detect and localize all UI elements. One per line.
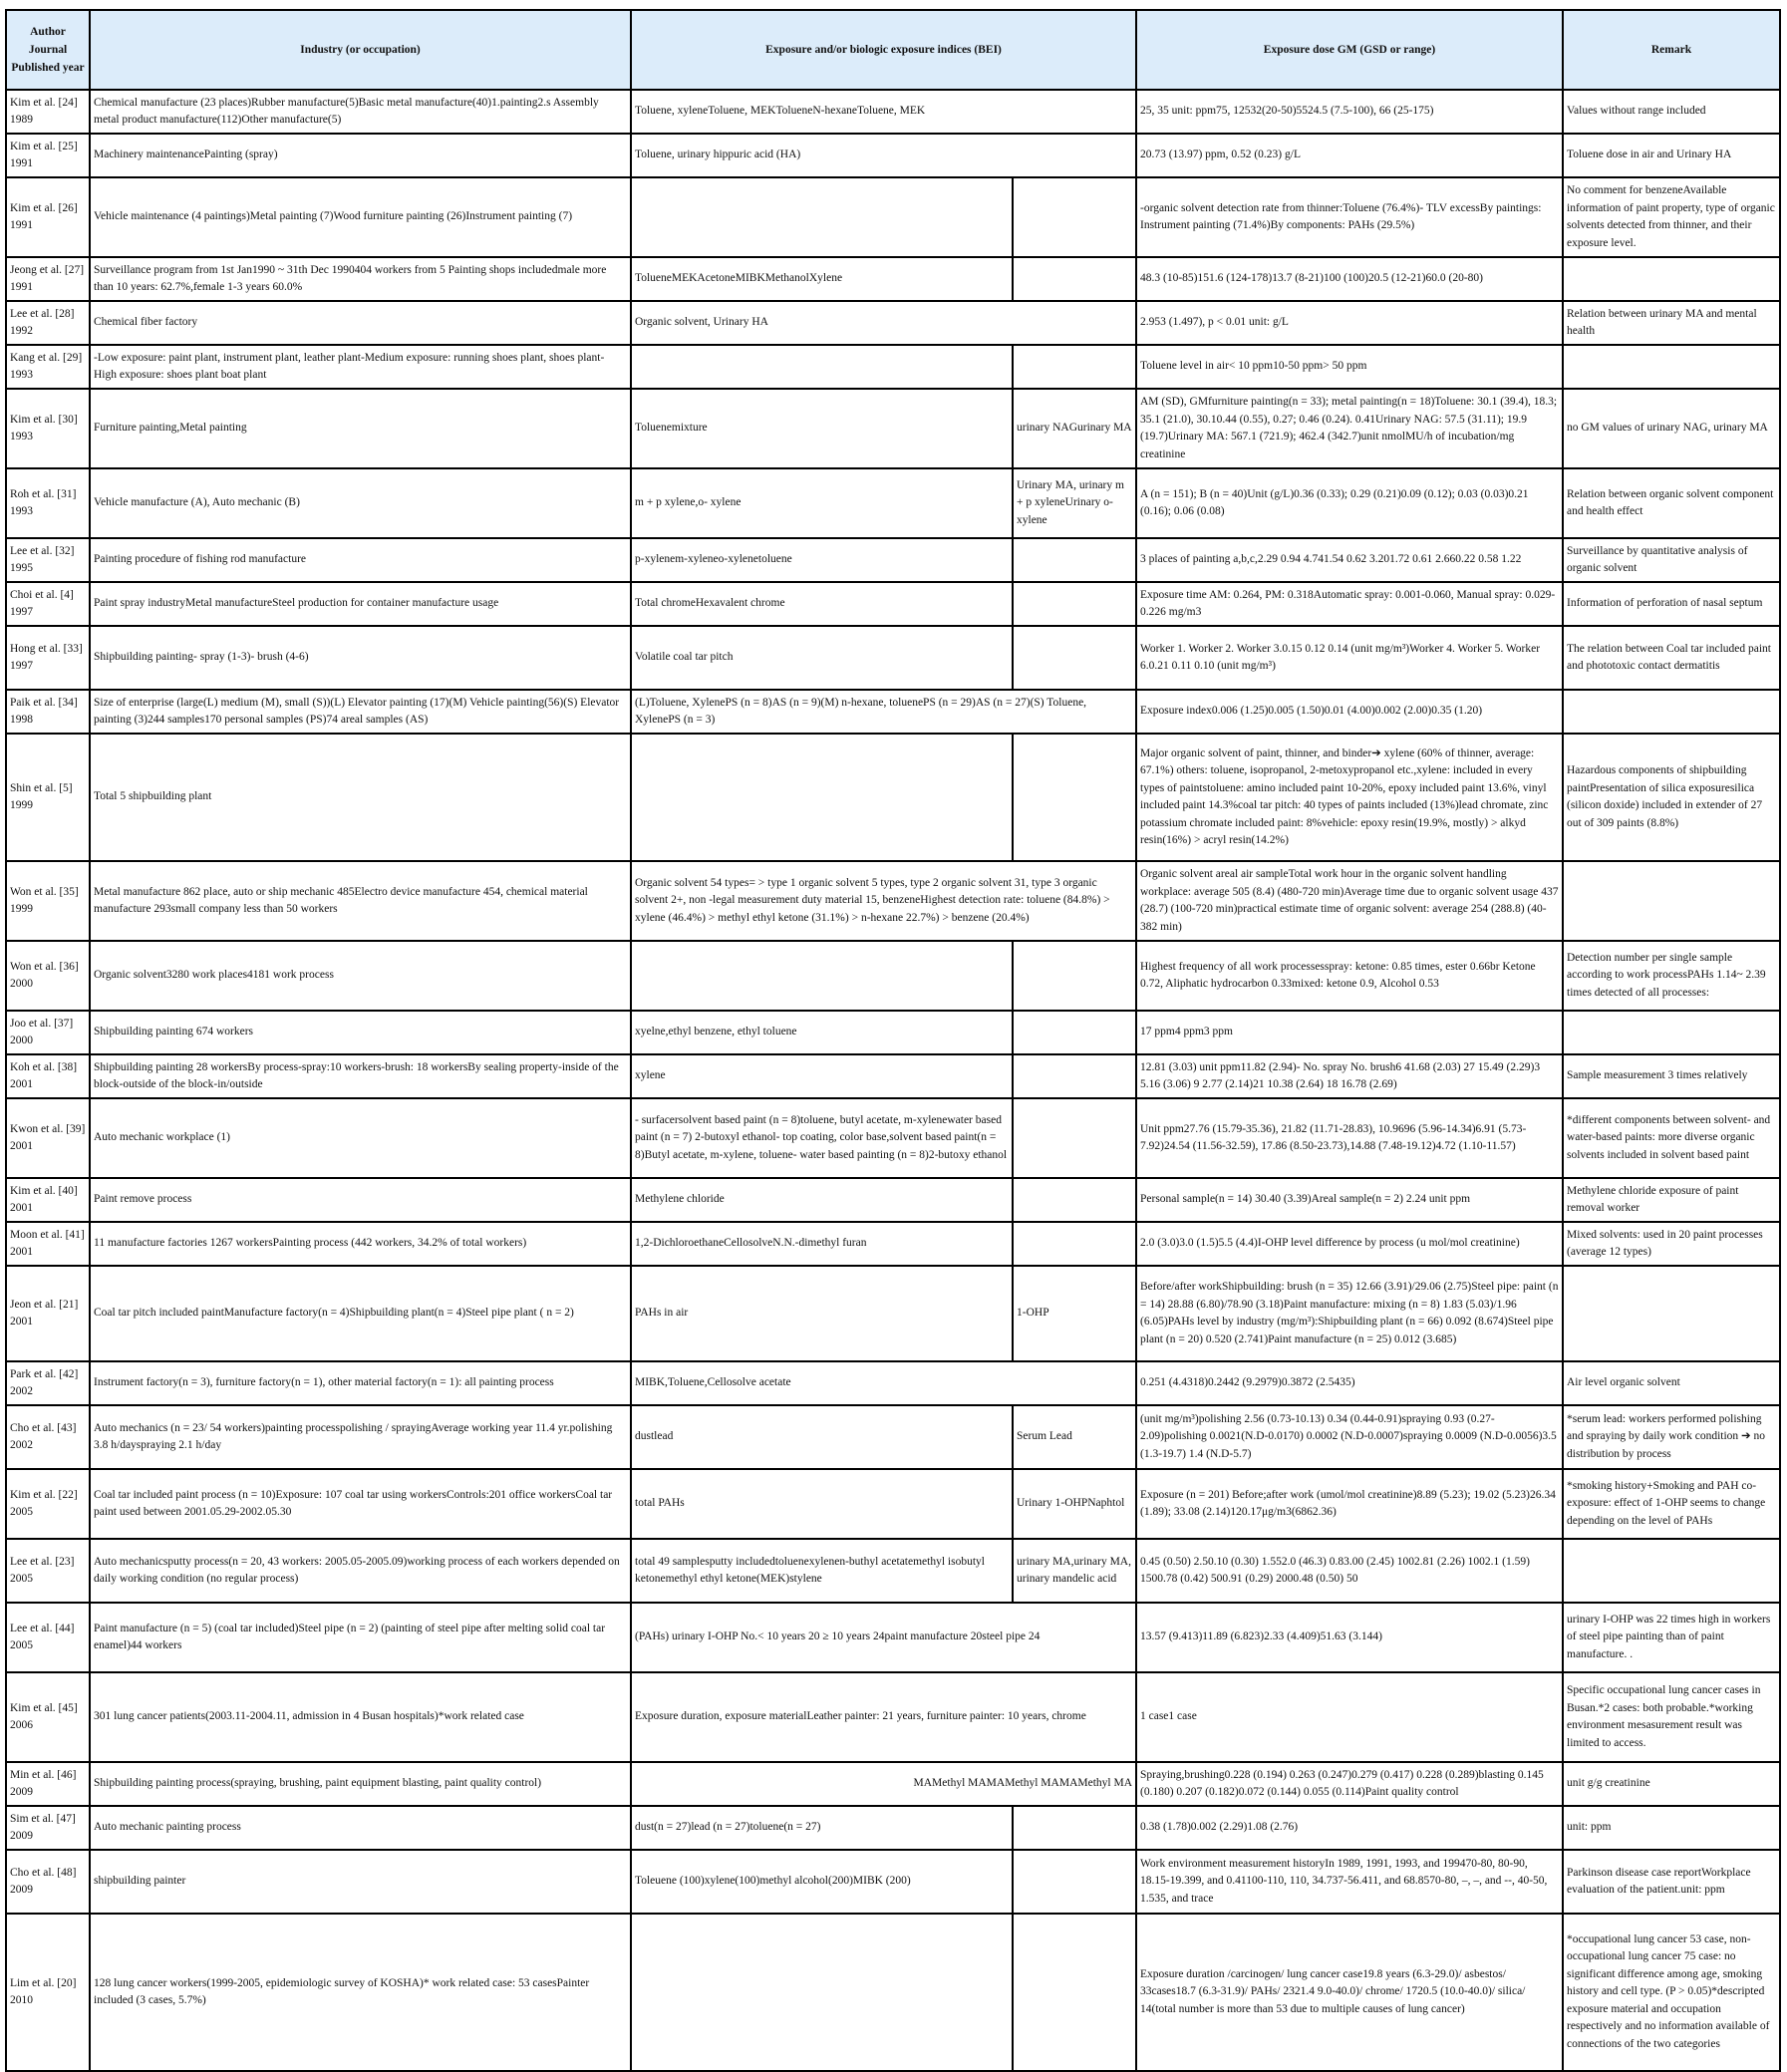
- dose-cell: Exposure index0.006 (1.25)0.005 (1.50)0.01 (4.00)0.002 (2.00)0.35 (1.20): [1136, 690, 1563, 734]
- author-cell: Lee et al. [23] 2005: [6, 1539, 90, 1603]
- industry-cell: 11 manufacture factories 1267 workersPainting process (442 workers, 34.2% of total workers): [90, 1222, 631, 1266]
- dose-cell: Exposure (n = 201) Before;after work (umol/mol creatinine)8.89 (5.23); 19.02 (5.23)26.34 (1.89); 33.08 (2.14)120.17μg/m3(6862.36): [1136, 1469, 1563, 1539]
- remark-cell: No comment for benzeneAvailable information of paint property, type of organic solvents detected from thinner, and their exposure level.: [1563, 177, 1780, 257]
- remark-cell: *different components between solvent- and water-based paints: more diverse organic solvents included in solvent based paint: [1563, 1098, 1780, 1178]
- header-industry: Industry (or occupation): [90, 10, 631, 90]
- remark-cell: [1563, 257, 1780, 301]
- industry-cell: Shipbuilding painting- spray (1-3)- brush (4-6): [90, 626, 631, 690]
- remark-cell: *occupational lung cancer 53 case, non-occupational lung cancer 75 case: no significant difference among age, smoking history and cell type. (P > 0.05)*descripted exposure material and occupation respectively and no information available of connections of the two categories: [1563, 1914, 1780, 2071]
- bei-cell: [1013, 1098, 1136, 1178]
- industry-cell: Surveillance program from 1st Jan1990 ~ 31th Dec 1990404 workers from 5 Painting shops includedmale more than 10 years: 62.7%,female 1-3 years 60.0%: [90, 257, 631, 301]
- industry-cell: 301 lung cancer patients(2003.11-2004.11, admission in 4 Busan hospitals)*work related case: [90, 1672, 631, 1762]
- remark-cell: [1563, 861, 1780, 941]
- exposure-cell: (PAHs) urinary I-OHP No.< 10 years 20 ≥ 10 years 24paint manufacture 20steel pipe 24: [631, 1603, 1136, 1672]
- table-row: [6, 626, 1780, 690]
- author-cell: Min et al. [46] 2009: [6, 1762, 90, 1806]
- table-row: [6, 734, 1780, 861]
- author-cell: Choi et al. [4] 1997: [6, 582, 90, 626]
- exposure-cell: m + p xylene,o- xylene: [631, 468, 1013, 538]
- dose-cell: Toluene level in air< 10 ppm10-50 ppm> 50 ppm: [1136, 345, 1563, 389]
- remark-cell: Air level organic solvent: [1563, 1361, 1780, 1405]
- bei-cell: [1013, 345, 1136, 389]
- bei-cell: 1-OHP: [1013, 1266, 1136, 1361]
- bei-cell: [1013, 1222, 1136, 1266]
- remark-cell: [1563, 345, 1780, 389]
- industry-cell: Vehicle manufacture (A), Auto mechanic (B): [90, 468, 631, 538]
- dose-cell: AM (SD), GMfurniture painting(n = 33); metal painting(n = 18)Toluene: 30.1 (39.4), 18.3; 35.1 (21.0), 30.10.44 (0.55), 0.27; 0.46 (0.24). 0.41Urinary NAG: 57.5 (31.11); 19.9 (19.7)Urinary MA: 567.1 (721.9); 462.4 (342.7)unit nmolMU/h of incubation/mg creatinine: [1136, 389, 1563, 468]
- industry-cell: Shipbuilding painting 28 workersBy process-spray:10 workers-brush: 18 workersBy sealing property-inside of the block-outside of the block-in/outside: [90, 1054, 631, 1098]
- table-row: [6, 1603, 1780, 1672]
- dose-cell: Exposure time AM: 0.264, PM: 0.318Automatic spray: 0.001-0.060, Manual spray: 0.029-0.226 mg/m3: [1136, 582, 1563, 626]
- exposure-cell: Organic solvent 54 types= > type 1 organic solvent 5 types, type 2 organic solvent 31, type 3 organic solvent 2+, non -legal measurement duty material 15, benzeneHighest detection rate: toluene (84.8%) > xylene (46.4%) > methyl ethyl ketone (31.1%) > n-hexane 22.7%) > benzene (20.4%): [631, 861, 1136, 941]
- remark-cell: Values without range included: [1563, 90, 1780, 134]
- table-row: [6, 1054, 1780, 1098]
- table-row: [6, 1914, 1780, 2071]
- author-cell: Kim et al. [30] 1993: [6, 389, 90, 468]
- table-row: [6, 861, 1780, 941]
- table-row: [6, 538, 1780, 582]
- table-body: [6, 90, 1780, 2071]
- author-cell: Kim et al. [26] 1991: [6, 177, 90, 257]
- table-row: [6, 1011, 1780, 1054]
- remark-cell: Relation between organic solvent component and health effect: [1563, 468, 1780, 538]
- dose-cell: A (n = 151); B (n = 40)Unit (g/L)0.36 (0.33); 0.29 (0.21)0.09 (0.12); 0.03 (0.03)0.21 (0.16); 0.06 (0.08): [1136, 468, 1563, 538]
- exposure-cell: MAMethyl MAMAMethyl MAMAMethyl MA: [631, 1762, 1136, 1806]
- bei-cell: [1013, 941, 1136, 1011]
- dose-cell: Unit ppm27.76 (15.79-35.36), 21.82 (11.71-28.83), 10.9696 (5.96-14.34)6.91 (5.73-7.92)24.54 (11.56-32.59), 17.86 (8.50-23.73),14.88 (7.48-19.12)4.72 (1.10-11.57): [1136, 1098, 1563, 1178]
- author-cell: Paik et al. [34] 1998: [6, 690, 90, 734]
- table-row: [6, 134, 1780, 177]
- dose-cell: Spraying,brushing0.228 (0.194) 0.263 (0.247)0.279 (0.417) 0.228 (0.289)blasting 0.145 (0.180) 0.207 (0.182)0.072 (0.144) 0.055 (0.114)Paint quality control: [1136, 1762, 1563, 1806]
- remark-cell: unit g/g creatinine: [1563, 1762, 1780, 1806]
- header-author: Author Journal Published year: [6, 10, 90, 90]
- dose-cell: 0.251 (4.4318)0.2442 (9.2979)0.3872 (2.5435): [1136, 1361, 1563, 1405]
- exposure-cell: Methylene chloride: [631, 1178, 1013, 1222]
- exposure-cell: Toluene, urinary hippuric acid (HA): [631, 134, 1136, 177]
- author-cell: Lim et al. [20] 2010: [6, 1914, 90, 2071]
- bei-cell: Urinary 1-OHPNaphtol: [1013, 1469, 1136, 1539]
- table-row: [6, 1222, 1780, 1266]
- author-cell: Moon et al. [41] 2001: [6, 1222, 90, 1266]
- industry-cell: Size of enterprise (large(L) medium (M), small (S))(L) Elevator painting (17)(M) Vehicle painting(56)(S) Elevator painting (3)244 samples170 personal samples (PS)74 areal samples (AS): [90, 690, 631, 734]
- author-cell: Kim et al. [25] 1991: [6, 134, 90, 177]
- author-cell: Cho et al. [48] 2009: [6, 1850, 90, 1914]
- dose-cell: Before/after workShipbuilding: brush (n = 35) 12.66 (3.91)/29.06 (2.75)Steel pipe: paint (n = 14) 28.88 (6.80)/78.90 (3.18)Paint manufacture: mixing (n = 8) 1.83 (5.03)/1.96 (6.05)PAHs level by industry (mg/m³):Shipbuilding plant (n = 66) 0.092 (8.674)Steel pipe plant (n = 20) 0.520 (2.741)Paint manufacture (n = 25) 0.012 (3.685): [1136, 1266, 1563, 1361]
- table-row: [6, 1539, 1780, 1603]
- author-cell: Kim et al. [22] 2005: [6, 1469, 90, 1539]
- remark-cell: Sample measurement 3 times relatively: [1563, 1054, 1780, 1098]
- author-cell: Roh et al. [31] 1993: [6, 468, 90, 538]
- exposure-cell: [631, 734, 1013, 861]
- industry-cell: shipbuilding painter: [90, 1850, 631, 1914]
- header-remark: Remark: [1563, 10, 1780, 90]
- remark-cell: [1563, 1539, 1780, 1603]
- author-cell: Kwon et al. [39] 2001: [6, 1098, 90, 1178]
- author-cell: Joo et al. [37] 2000: [6, 1011, 90, 1054]
- table-row: [6, 1178, 1780, 1222]
- exposure-cell: [631, 941, 1013, 1011]
- exposure-cell: Organic solvent, Urinary HA: [631, 301, 1136, 345]
- table-row: [6, 941, 1780, 1011]
- exposure-cell: Exposure duration, exposure materialLeather painter: 21 years, furniture painter: 10 years, chrome: [631, 1672, 1136, 1762]
- industry-cell: Auto mechanicsputty process(n = 20, 43 workers: 2005.05-2005.09)working process of each workers depended on daily working condition (no regular process): [90, 1539, 631, 1603]
- remark-cell: Methylene chloride exposure of paint removal worker: [1563, 1178, 1780, 1222]
- dose-cell: Highest frequency of all work processesspray: ketone: 0.85 times, ester 0.66br Ketone 0.72, Aliphatic hydrocarbon 0.33mixed: ketone 0.9, Alcohol 0.53: [1136, 941, 1563, 1011]
- exposure-cell: total 49 samplesputty includedtoluenexylenen-buthyl acetatemethyl isobutyl ketonemethyl ethyl ketone(MEK)stylene: [631, 1539, 1013, 1603]
- table-row: [6, 1469, 1780, 1539]
- industry-cell: Paint remove process: [90, 1178, 631, 1222]
- dose-cell: Exposure duration /carcinogen/ lung cancer case19.8 years (6.3-29.0)/ asbestos/ 33cases18.7 (6.3-31.9)/ PAHs/ 2321.4 9.0-40.0)/ chrome/ 1720.5 (10.0-40.0)/ silica/ 14(total number is more than 53 due to multiple causes of lung cancer): [1136, 1914, 1563, 2071]
- author-cell: Sim et al. [47] 2009: [6, 1806, 90, 1850]
- remark-cell: no GM values of urinary NAG, urinary MA: [1563, 389, 1780, 468]
- exposure-cell: xyelne,ethyl benzene, ethyl toluene: [631, 1011, 1013, 1054]
- author-cell: Kim et al. [45] 2006: [6, 1672, 90, 1762]
- dose-cell: Major organic solvent of paint, thinner, and binder➔ xylene (60% of thinner, average: 67.1%) others: toluene, isopropanol, 2-metoxypropanol etc.,xylene: included in every types of paintstoluene: amino included paint 10-20%, epoxy included paint 13.6%, vinyl included paint 14.3%coal tar pitch: 40 types of paints included (13%)lead chromate, zinc potassium chromate included paint: 8%vehicle: epoxy resin(19.9%, mostly) > alkyd resin(16%) > acryl resin(14.2%): [1136, 734, 1563, 861]
- exposure-cell: Toluene, xyleneToluene, MEKTolueneN-hexaneToluene, MEK: [631, 90, 1136, 134]
- author-cell: Koh et al. [38] 2001: [6, 1054, 90, 1098]
- bei-cell: [1013, 1914, 1136, 2071]
- industry-cell: Paint manufacture (n = 5) (coal tar included)Steel pipe (n = 2) (painting of steel pipe after melting solid coal tar enamel)44 workers: [90, 1603, 631, 1672]
- exposure-cell: PAHs in air: [631, 1266, 1013, 1361]
- remark-cell: [1563, 690, 1780, 734]
- table-row: [6, 90, 1780, 134]
- exposure-cell: p-xylenem-xyleneo-xylenetoluene: [631, 538, 1013, 582]
- author-cell: Kim et al. [40] 2001: [6, 1178, 90, 1222]
- industry-cell: Coal tar included paint process (n = 10)Exposure: 107 coal tar using workersControls:201 office workersCoal tar paint used between 2001.05.29-2002.05.30: [90, 1469, 631, 1539]
- bei-cell: [1013, 1054, 1136, 1098]
- bei-cell: [1013, 626, 1136, 690]
- dose-cell: Personal sample(n = 14) 30.40 (3.39)Areal sample(n = 2) 2.24 unit ppm: [1136, 1178, 1563, 1222]
- dose-cell: 0.38 (1.78)0.002 (2.29)1.08 (2.76): [1136, 1806, 1563, 1850]
- exposure-cell: [631, 1914, 1013, 2071]
- dose-cell: 25, 35 unit: ppm75, 12532(20-50)5524.5 (7.5-100), 66 (25-175): [1136, 90, 1563, 134]
- bei-cell: [1013, 734, 1136, 861]
- bei-cell: [1013, 257, 1136, 301]
- author-cell: Won et al. [36] 2000: [6, 941, 90, 1011]
- remark-cell: Parkinson disease case reportWorkplace evaluation of the patient.unit: ppm: [1563, 1850, 1780, 1914]
- exposure-cell: - surfacersolvent based paint (n = 8)toluene, butyl acetate, m-xylenewater based paint (n = 7) 2-butoxyl ethanol- top coating, color base,solvent based paint(n = 8)Butyl acetate, m-xylene, toluene- water based painting (n = 8)2-butoxy ethanol: [631, 1098, 1013, 1178]
- exposure-cell: Volatile coal tar pitch: [631, 626, 1013, 690]
- industry-cell: Total 5 shipbuilding plant: [90, 734, 631, 861]
- industry-cell: Shipbuilding painting 674 workers: [90, 1011, 631, 1054]
- dose-cell: 1 case1 case: [1136, 1672, 1563, 1762]
- industry-cell: Chemical fiber factory: [90, 301, 631, 345]
- table-row: [6, 1806, 1780, 1850]
- remark-cell: [1563, 1011, 1780, 1054]
- dose-cell: 20.73 (13.97) ppm, 0.52 (0.23) g/L: [1136, 134, 1563, 177]
- table-row: [6, 468, 1780, 538]
- remark-cell: unit: ppm: [1563, 1806, 1780, 1850]
- remark-cell: Toluene dose in air and Urinary HA: [1563, 134, 1780, 177]
- remark-cell: Surveillance by quantitative analysis of organic solvent: [1563, 538, 1780, 582]
- industry-cell: Organic solvent3280 work places4181 work process: [90, 941, 631, 1011]
- dose-cell: (unit mg/m³)polishing 2.56 (0.73-10.13) 0.34 (0.44-0.91)spraying 0.93 (0.27-2.09)polishing 0.0021(N.D-0.0170) 0.0002 (N.D-0.0007)spraying 0.0009 (N.D-0.0056)3.5 (1.3-19.7) 1.4 (N.D-5.7): [1136, 1405, 1563, 1469]
- exposure-studies-table: [5, 9, 1781, 2072]
- bei-cell: [1013, 177, 1136, 257]
- author-cell: Lee et al. [28] 1992: [6, 301, 90, 345]
- table-row: [6, 1672, 1780, 1762]
- bei-cell: Urinary MA, urinary m + p xyleneUrinary o-xylene: [1013, 468, 1136, 538]
- exposure-cell: (L)Toluene, XylenePS (n = 8)AS (n = 9)(M) n-hexane, toluenePS (n = 29)AS (n = 27)(S) Toluene, XylenePS (n = 3): [631, 690, 1136, 734]
- table-row: [6, 177, 1780, 257]
- dose-cell: 2.0 (3.0)3.0 (1.5)5.5 (4.4)I-OHP level difference by process (u mol/mol creatinine): [1136, 1222, 1563, 1266]
- table-row: [6, 1361, 1780, 1405]
- table-row: [6, 1266, 1780, 1361]
- table-row: [6, 301, 1780, 345]
- author-cell: Kang et al. [29] 1993: [6, 345, 90, 389]
- remark-cell: Relation between urinary MA and mental health: [1563, 301, 1780, 345]
- industry-cell: Instrument factory(n = 3), furniture factory(n = 1), other material factory(n = 1): all painting process: [90, 1361, 631, 1405]
- table-row: [6, 257, 1780, 301]
- remark-cell: Specific occupational lung cancer cases in Busan.*2 cases: both probable.*working environment mesasurement result was limited to access.: [1563, 1672, 1780, 1762]
- table-row: [6, 1405, 1780, 1469]
- bei-cell: [1013, 1178, 1136, 1222]
- dose-cell: 2.953 (1.497), p < 0.01 unit: g/L: [1136, 301, 1563, 345]
- remark-cell: Detection number per single sample according to work processPAHs 1.14~ 2.39 times detected of all processes:: [1563, 941, 1780, 1011]
- dose-cell: 0.45 (0.50) 2.50.10 (0.30) 1.552.0 (46.3) 0.83.00 (2.45) 1002.81 (2.26) 1002.1 (1.59) 1500.78 (0.42) 500.91 (0.29) 2000.48 (0.50) 50: [1136, 1539, 1563, 1603]
- industry-cell: Auto mechanic painting process: [90, 1806, 631, 1850]
- header-row: [6, 10, 1780, 90]
- exposure-cell: Toleuene (100)xylene(100)methyl alcohol(200)MIBK (200): [631, 1850, 1013, 1914]
- exposure-cell: Total chromeHexavalent chrome: [631, 582, 1013, 626]
- bei-cell: urinary MA,urinary MA, urinary mandelic acid: [1013, 1539, 1136, 1603]
- exposure-cell: xylene: [631, 1054, 1013, 1098]
- industry-cell: Coal tar pitch included paintManufacture factory(n = 4)Shipbuilding plant(n = 4)Steel pipe plant ( n = 2): [90, 1266, 631, 1361]
- remark-cell: *smoking history+Smoking and PAH co-exposure: effect of 1-OHP seems to change depending on the level of PAHs: [1563, 1469, 1780, 1539]
- remark-cell: Mixed solvents: used in 20 paint processes (average 12 types): [1563, 1222, 1780, 1266]
- dose-cell: 13.57 (9.413)11.89 (6.823)2.33 (4.409)51.63 (3.144): [1136, 1603, 1563, 1672]
- bei-cell: [1013, 1011, 1136, 1054]
- dose-cell: 48.3 (10-85)151.6 (124-178)13.7 (8-21)100 (100)20.5 (12-21)60.0 (20-80): [1136, 257, 1563, 301]
- industry-cell: Vehicle maintenance (4 paintings)Metal painting (7)Wood furniture painting (26)Instrument painting (7): [90, 177, 631, 257]
- header-dose: Exposure dose GM (GSD or range): [1136, 10, 1563, 90]
- industry-cell: Paint spray industryMetal manufactureSteel production for container manufacture usage: [90, 582, 631, 626]
- remark-cell: *serum lead: workers performed polishing and spraying by daily work condition ➔ no distribution by process: [1563, 1405, 1780, 1469]
- dose-cell: -organic solvent detection rate from thinner:Toluene (76.4%)- TLV excessBy paintings: Instrument painting (71.4%)By components: PAHs (29.5%): [1136, 177, 1563, 257]
- industry-cell: Metal manufacture 862 place, auto or ship mechanic 485Electro device manufacture 454, chemical material manufacture 293small company less than 50 workers: [90, 861, 631, 941]
- industry-cell: Chemical manufacture (23 places)Rubber manufacture(5)Basic metal manufacture(40)1.painting2.s Assembly metal product manufacture(112)Other manufacture(5): [90, 90, 631, 134]
- table-row: [6, 345, 1780, 389]
- industry-cell: 128 lung cancer workers(1999-2005, epidemiologic survey of KOSHA)* work related case: 53 casesPainter included (3 cases, 5.7%): [90, 1914, 631, 2071]
- author-cell: Lee et al. [44] 2005: [6, 1603, 90, 1672]
- remark-cell: Information of perforation of nasal septum: [1563, 582, 1780, 626]
- industry-cell: Furniture painting,Metal painting: [90, 389, 631, 468]
- exposure-cell: TolueneMEKAcetoneMIBKMethanolXylene: [631, 257, 1013, 301]
- exposure-cell: Toluenemixture: [631, 389, 1013, 468]
- bei-cell: urinary NAGurinary MA: [1013, 389, 1136, 468]
- remark-cell: The relation between Coal tar included paint and phototoxic contact dermatitis: [1563, 626, 1780, 690]
- exposure-cell: dustlead: [631, 1405, 1013, 1469]
- remark-cell: [1563, 1266, 1780, 1361]
- bei-cell: [1013, 538, 1136, 582]
- author-cell: Hong et al. [33] 1997: [6, 626, 90, 690]
- table-row: [6, 1762, 1780, 1806]
- industry-cell: Auto mechanic workplace (1): [90, 1098, 631, 1178]
- author-cell: Won et al. [35] 1999: [6, 861, 90, 941]
- table-row: [6, 582, 1780, 626]
- exposure-cell: total PAHs: [631, 1469, 1013, 1539]
- author-cell: Lee et al. [32] 1995: [6, 538, 90, 582]
- bei-cell: Serum Lead: [1013, 1405, 1136, 1469]
- remark-cell: urinary I-OHP was 22 times high in workers of steel pipe painting than of paint manufacture. .: [1563, 1603, 1780, 1672]
- industry-cell: Painting procedure of fishing rod manufacture: [90, 538, 631, 582]
- exposure-cell: [631, 345, 1013, 389]
- dose-cell: Organic solvent areal air sampleTotal work hour in the organic solvent handling workplace: average 505 (8.4) (480-720 min)Average time due to organic solvent usage 437 (28.7) (100-720 min)practical estimate time of organic solvent: average 254 (288.8) (40-382 min): [1136, 861, 1563, 941]
- bei-cell: [1013, 1806, 1136, 1850]
- industry-cell: -Low exposure: paint plant, instrument plant, leather plant-Medium exposure: running shoes plant, shoes plant-High exposure: shoes plant boat plant: [90, 345, 631, 389]
- exposure-cell: [631, 177, 1013, 257]
- author-cell: Jeong et al. [27] 1991: [6, 257, 90, 301]
- table-row: [6, 690, 1780, 734]
- author-cell: Jeon et al. [21] 2001: [6, 1266, 90, 1361]
- header-exposure: Exposure and/or biologic exposure indices (BEI): [631, 10, 1136, 90]
- industry-cell: Shipbuilding painting process(spraying, brushing, paint equipment blasting, paint quality control): [90, 1762, 631, 1806]
- author-cell: Cho et al. [43] 2002: [6, 1405, 90, 1469]
- dose-cell: 12.81 (3.03) unit ppm11.82 (2.94)- No. spray No. brush6 41.68 (2.03) 27 15.49 (2.29)3 5.16 (3.06) 9 2.77 (2.14)21 10.38 (2.64) 18 16.78 (2.69): [1136, 1054, 1563, 1098]
- exposure-cell: MIBK,Toluene,Cellosolve acetate: [631, 1361, 1136, 1405]
- dose-cell: Worker 1. Worker 2. Worker 3.0.15 0.12 0.14 (unit mg/m³)Worker 4. Worker 5. Worker 6.0.21 0.11 0.10 (unit mg/m³): [1136, 626, 1563, 690]
- dose-cell: 3 places of painting a,b,c,2.29 0.94 4.741.54 0.62 3.201.72 0.61 2.660.22 0.58 1.22: [1136, 538, 1563, 582]
- table-row: [6, 389, 1780, 468]
- industry-cell: Auto mechanics (n = 23/ 54 workers)painting processpolishing / sprayingAverage working year 11.4 yr.polishing 3.8 h/dayspraying 2.1 h/day: [90, 1405, 631, 1469]
- bei-cell: [1013, 582, 1136, 626]
- remark-cell: Hazardous components of shipbuilding paintPresentation of silica exposuresilica (silicon doxide) included in extender of 27 out of 309 paints (8.8%): [1563, 734, 1780, 861]
- author-cell: Park et al. [42] 2002: [6, 1361, 90, 1405]
- industry-cell: Machinery maintenancePainting (spray): [90, 134, 631, 177]
- exposure-cell: dust(n = 27)lead (n = 27)toluene(n = 27): [631, 1806, 1013, 1850]
- dose-cell: Work environment measurement historyIn 1989, 1991, 1993, and 199470-80, 80-90, 18.15-19.399, and 0.41100-110, 110, 34.737-56.411, and 68.8570-80, –, –, and --, 40-50, 1.535, and trace: [1136, 1850, 1563, 1914]
- author-cell: Kim et al. [24] 1989: [6, 90, 90, 134]
- bei-cell: [1013, 1850, 1136, 1914]
- exposure-cell: 1,2-DichloroethaneCellosolveN.N.-dimethyl furan: [631, 1222, 1013, 1266]
- table-row: [6, 1098, 1780, 1178]
- table-row: [6, 1850, 1780, 1914]
- dose-cell: 17 ppm4 ppm3 ppm: [1136, 1011, 1563, 1054]
- author-cell: Shin et al. [5] 1999: [6, 734, 90, 861]
